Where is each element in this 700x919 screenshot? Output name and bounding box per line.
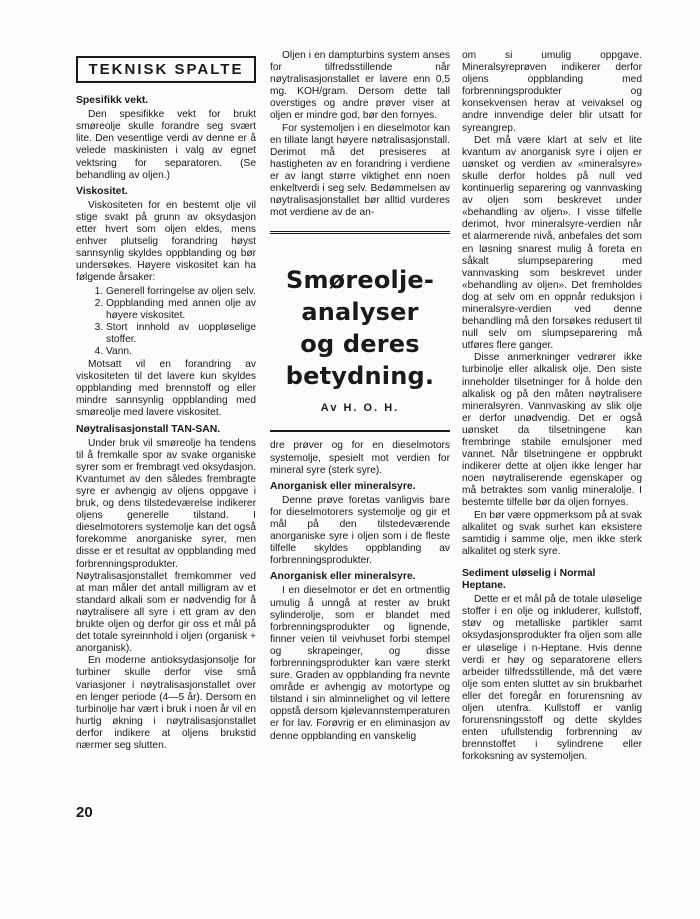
paragraph-anorganisk-2: I en dieselmotor er det en ortmentlig umulig å unngå at rester av brukt sylinderolje, som er blandet med forbrenningsprodukter og lignende, finner veien til veivhuset forbi stempel og skrapeinger, og disse forbrenningsprodukter kan være sterkt sure. Graden av oppblanding fra nevnte område er avhengig av motortype og tilstand i sin alminnelighet og vil lettere oppstå dersom kjølevannstemperaturen er for lav. Forøvrig er en eliminasjon av denne oppblanding en vanskelig [270, 585, 450, 742]
paragraph-mineralsyre: Det må være klart at selv et lite kvantum av anorganisk syre i oljen er uønsket og verdien av «mineralsyre» skulle derfor holdes på null ved kontinuerlig separering og vannvasking av oljen som beskrevet under «behandling av oljen». I visse tilfelle derimot, hvor mineralsyre-verdien når et alarmerende nivå, anbefales det som en løsning snarest mulig å foreta en såkalt slumpseparering med vannvasking som beskrevet under «behandling av oljen». Det fremholdes dog at selv om en oppnår reduksjon i mineralsyre-verdien ved denne behandling må den forsøkes redusert til null selv om slumpseparering må utføres flere ganger. [462, 134, 642, 352]
divider-bottom [270, 430, 450, 432]
subheading-spesifikk-vekt: Spesifikk vekt. [76, 95, 149, 107]
paragraph-spesifikk-vekt: Den spesifikke vekt for brukt smøreolje skulle forandre seg svært lite. Den vesentlige verdi av denne er å velede maskinisten i valg av egnet vektsring for separatoren. (Se behandling av oljen.) [76, 109, 256, 181]
byline: Av H. O. H. [320, 402, 400, 415]
paragraph-dampturbin: Oljen i en dampturbins system anses for tilfredsstillende når nøytralisasjonstallet er lavere enn 0,5 mg. KOH/gram. Dersom dette tall overstiges og andre prøver viser at oljen er mindre god, bør den fornyes. [270, 50, 450, 122]
column-right [462, 50, 642, 763]
subheading-noytralisasjonstall: Nøytralisasjonstall TAN-SAN. [76, 423, 221, 435]
column-middle [270, 50, 450, 743]
list-item: 2. Oppblanding med annen olje av høyere viskositet. [106, 298, 256, 322]
headline-line: analyser [301, 298, 419, 327]
divider-top [270, 231, 450, 234]
paragraph-anmerkninger: Disse anmerkninger vedrører ikke turbinolje eller alkalisk olje. Den siste inneholder tilsetninger for å holde den alkalisk og på den måten nøytralisere mineralsyren. Vannvasking av slik olje er derfor unødvendig. Det er også uønsket da tilsetningene kan frembringe stabile emulsjoner med vannet. Når tilsetningene er oppbrukt indikerer dette at oljen ikke lenger har noen nøytraliserende egenskaper og må betraktes som vanlig mineralolje. I bestemte tilfelle bør da oljen fornyes. [462, 352, 642, 509]
subheading-anorganisk-2: Anorganisk eller mineralsyre. [270, 571, 416, 583]
paragraph-continued: dre prøver og for en dieselmotors systemolje, spesielt mot verdien for mineral syre (sterk syre). [270, 440, 450, 476]
paragraph-tan: Under bruk vil smøreolje ha tendens til å fremkalle spor av svake organiske syrer som er frembragt ved oksydasjon. Kvantumet av den således frembragte syre er avhengig av oljens oppgave i bruk, og dens tilstedeværelse indikerer oljens generelle tilstand. I dieselmotorers systemolje kan det også forekomme anorganiske syrer, men disse er et resultat av oppblanding med forbrenningsprodukter. Nøytralisasjonstallet fremkommer ved at man måler det antall milligram av et standard alkali som er nødvendig for å nøytralisere all syre i ett gram av den brukte oljen og derfor gir oss et mål på det totale syreinnhold i oljen (organisk + anorganisk). [76, 437, 256, 655]
paragraph-anorganisk-1: Denne prøve foretas vanligvis bare for dieselmotorers systemolje og gir et mål på den tilstedeværende anorganiske syre i oljen som i de fleste tilfelle skyldes oppblanding av forbrenningsprodukter. [270, 494, 450, 567]
paragraph-alkalitet: En bør være oppmerksom på at svak alkalitet og svak surhet kan eksistere samtidig i samme olje, men ikke sterk alkalitet og sterk syre. [462, 509, 642, 557]
list-item: 4. Vann. [106, 346, 256, 358]
section-title: TEKNISK SPALTE [76, 56, 256, 83]
paragraph-systemolje: For systemoljen i en dieselmotor kan en tillate langt høyere nøtralisasjonstall. Derimot må det presiseres at hastigheten av en forandring i verdiene er av langt større viktighet enn noen enkeltverdi i seg selv. Bedømmelsen av nøytralisasjonstallet bør alltid vurderes mot verdiene av de an- [270, 122, 450, 219]
page-number: 20 [76, 804, 93, 821]
headline-line: betydning. [285, 362, 435, 391]
paragraph-viskositet: Viskositeten for en bestemt olje vil stige svakt på grunn av oksydasjon etter hvert som oljen eldes, mens enhver plutselig forandring høyst sannsynlig skyldes oppblanding og bør undersøkes. Høyere viskositet kan ha følgende årsaker: [76, 199, 256, 284]
column-left [76, 50, 256, 752]
cause-list [76, 286, 256, 359]
paragraph-antioksydasjon: En moderne antioksydasjonsolje for turbiner skulle derfor vise små variasjoner i nøytralisasjonstallet over en lenger periode (4—5 år). Dersom en turbinolje har vært i bruk i noen år vil en hurtig økning i nøytralisasjonstallet derfor indikere at oljens brukstid nærmer seg slutten. [76, 655, 256, 751]
paragraph-motsatt: Motsatt vil en forandring av viskositeten til det lavere kun skyldes oppblanding med brennstoff og eller mindre sannsynlig oppblanding med smøreolje med lavere viskositet. [76, 359, 256, 419]
list-item: 3. Stort innhold av uoppløselige stoffer. [106, 322, 256, 346]
paragraph-sediment: Dette er et mål på de totale uløselige stoffer i en olje og inkluderer, kullstoff, støv og metalliske partikler samt oksydasjonsprodukter fra oljen som alle er uløselige i n-Heptane. Hvis denne verdi er høy og separatorene ellers arbeider tilfredsstillende, må det være olje som enten sluttet av sin brukbarhet eller det foregår en forurensning av oljen utenfra. Kullstoff er vanlig forurensningsstoff og dette skyldes enten ufullstendig forbrenning av brennstoffet i sylindrene eller forkoksning av systemoljen. [462, 594, 642, 763]
paragraph-continuation: om si umulig oppgave. Mineralsyreprøven indikerer derfor oljens oppblanding med forbrenningsprodukter og konsekvensen herav at veivaksel og andre innvendige deler blir utsatt for syreangrep. [462, 50, 642, 134]
headline-line: Smøreolje- [285, 266, 435, 295]
headline-line: og deres [300, 330, 420, 359]
subheading-viskositet: Viskositet. [76, 185, 128, 197]
article-headline [270, 264, 450, 392]
subheading-anorganisk-1: Anorganisk eller mineralsyre. [270, 480, 416, 492]
subheading-sediment: Sediment uløselig i Normal Heptane. [462, 567, 596, 592]
list-item: 1. Generell forringelse av oljen selv. [106, 286, 256, 298]
article-title-block [270, 231, 450, 432]
